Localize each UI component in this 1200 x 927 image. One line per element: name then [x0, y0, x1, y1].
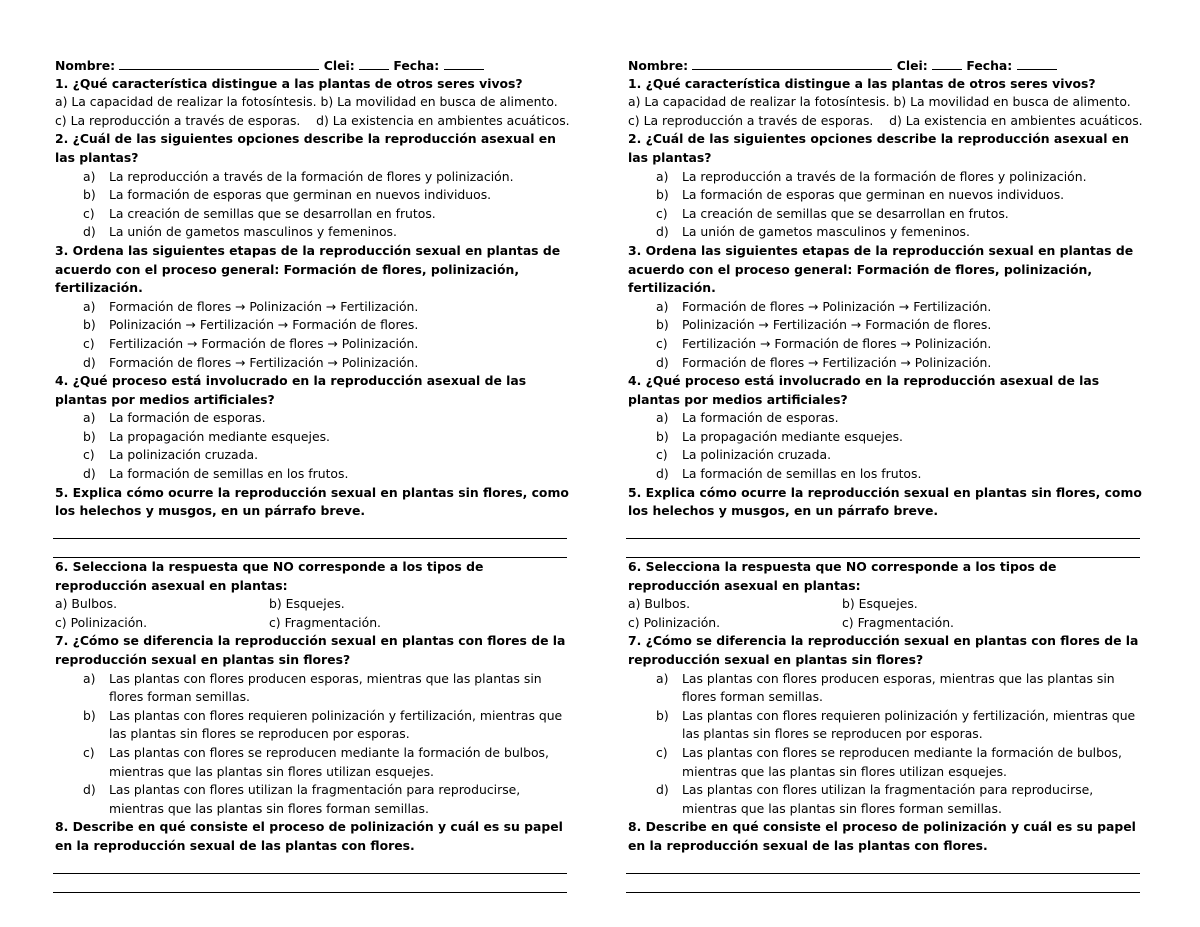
option-letter: d): [656, 782, 669, 798]
option-text: Las plantas con flores producen esporas, mientras que las plantas sin flores forman semillas.: [109, 670, 542, 705]
option-c: c) Polinización.: [628, 614, 721, 630]
option-letter: a): [83, 168, 96, 184]
question-4-option: [55, 465, 575, 484]
question-4-option: [55, 446, 575, 465]
question-6-options-row: [628, 595, 1148, 614]
option-letter: a): [656, 298, 669, 314]
option-c-second: c) Fragmentación.: [269, 614, 381, 630]
option-text: La formación de esporas.: [109, 410, 266, 426]
clei-label: Clei:: [896, 58, 928, 73]
option-letter: a): [656, 410, 669, 426]
option-letter: b): [83, 317, 96, 333]
option-text: La formación de esporas que germinan en nuevos individuos.: [109, 187, 492, 203]
option-text: Polinización → Fertilización → Formación de flores.: [109, 317, 419, 333]
option-letter: c): [656, 744, 668, 760]
option-text: Las plantas con flores requieren polinización y fertilización, mientras que las plantas sin flores se reproducen por esporas.: [109, 707, 563, 742]
option-text: La propagación mediante esquejes.: [109, 428, 330, 444]
option-text: Las plantas con flores utilizan la fragmentación para reproducirse, mientras que las plantas sin flores forman semillas.: [682, 782, 1094, 816]
question-7-option: [55, 670, 575, 707]
question-3-option: [55, 298, 575, 317]
question-4-option: [628, 428, 1148, 447]
option-text: La unión de gametos masculinos y femeninos.: [109, 224, 397, 240]
question-2-option: [628, 168, 1148, 187]
option-text: Formación de flores → Polinización → Fertilización.: [109, 298, 419, 314]
question-2-title: 2. ¿Cuál de las siguientes opciones describe la reproducción asexual en las plantas?: [628, 131, 1129, 165]
option-text: Polinización → Fertilización → Formación de flores.: [682, 317, 992, 333]
option-letter: c): [656, 335, 668, 351]
fecha-label: Fecha:: [393, 58, 440, 73]
question-7-option: [628, 781, 1148, 818]
nombre-field[interactable]: [119, 56, 319, 70]
question-8-title: 8. Describe en qué consiste el proceso de polinización y cuál es su papel en la reproducción sexual de las plantas con flores.: [55, 819, 563, 853]
question-2-option: [55, 186, 575, 205]
option-letter: b): [656, 187, 669, 203]
option-letter: c): [83, 205, 95, 221]
answer-line[interactable]: [53, 521, 567, 540]
question-4-option: [628, 465, 1148, 484]
question-6-options-row: [55, 595, 575, 614]
option-letter: c): [83, 744, 95, 760]
question-4-title: 4. ¿Qué proceso está involucrado en la reproducción asexual de las plantas por medios artificiales?: [55, 373, 527, 407]
option-letter: d): [83, 224, 96, 240]
question-1-options-line-2: c) La reproducción a través de esporas. d) La existencia en ambientes acuáticos.: [55, 112, 570, 128]
option-letter: b): [656, 707, 669, 723]
question-6-options-row: [628, 614, 1148, 633]
clei-field[interactable]: [932, 56, 962, 70]
question-7-option: [628, 670, 1148, 707]
question-4-option: [55, 409, 575, 428]
question-2-option: [55, 223, 575, 242]
option-letter: b): [83, 187, 96, 203]
option-letter: a): [656, 670, 669, 686]
option-text: La formación de esporas.: [682, 410, 839, 426]
question-7-option: [55, 781, 575, 818]
question-2-option: [628, 205, 1148, 224]
answer-line[interactable]: [53, 856, 567, 875]
question-8-title: 8. Describe en qué consiste el proceso de polinización y cuál es su papel en la reproducción sexual de las plantas con flores.: [628, 819, 1136, 853]
fecha-label: Fecha:: [966, 58, 1013, 73]
option-b: b) Esquejes.: [842, 596, 918, 612]
option-letter: b): [656, 317, 669, 333]
question-3-option: [55, 354, 575, 373]
question-4-title: 4. ¿Qué proceso está involucrado en la reproducción asexual de las plantas por medios artificiales?: [628, 373, 1100, 407]
worksheet-copy-right: [628, 56, 1148, 893]
option-letter: d): [656, 466, 669, 482]
nombre-label: Nombre:: [55, 58, 116, 73]
option-letter: d): [656, 224, 669, 240]
option-text: La formación de esporas que germinan en nuevos individuos.: [682, 187, 1065, 203]
question-6-options-row: [55, 614, 575, 633]
option-letter: a): [656, 168, 669, 184]
option-letter: c): [656, 447, 668, 463]
option-text: La formación de semillas en los frutos.: [109, 466, 349, 482]
option-text: Las plantas con flores requieren polinización y fertilización, mientras que las plantas sin flores se reproducen por esporas.: [682, 707, 1136, 742]
question-2-title: 2. ¿Cuál de las siguientes opciones describe la reproducción asexual en las plantas?: [55, 131, 556, 165]
option-c-second: c) Fragmentación.: [842, 614, 954, 630]
option-text: La polinización cruzada.: [109, 447, 259, 463]
option-letter: c): [656, 205, 668, 221]
option-text: La propagación mediante esquejes.: [682, 428, 903, 444]
question-2-option: [628, 186, 1148, 205]
option-letter: d): [83, 354, 96, 370]
clei-label: Clei:: [323, 58, 355, 73]
question-4-option: [628, 446, 1148, 465]
question-7-title: 7. ¿Cómo se diferencia la reproducción sexual en plantas con flores de la reproducción sexual en plantas sin flores?: [55, 633, 566, 667]
option-a: a) Bulbos.: [55, 596, 118, 612]
question-2-option: [55, 168, 575, 187]
student-header: [55, 56, 575, 75]
question-1-options-line-1: a) La capacidad de realizar la fotosíntesis. b) La movilidad en busca de alimento.: [55, 94, 558, 110]
option-letter: a): [83, 298, 96, 314]
option-letter: a): [83, 410, 96, 426]
question-5-title: 5. Explica cómo ocurre la reproducción sexual en plantas sin flores, como los helechos y musgos, en un párrafo breve.: [628, 484, 1142, 519]
option-text: La creación de semillas que se desarrollan en frutos.: [109, 205, 436, 221]
option-c: c) Polinización.: [55, 614, 148, 630]
answer-line[interactable]: [53, 874, 567, 893]
question-3-title: 3. Ordena las siguientes etapas de la reproducción sexual en plantas de acuerdo con el proceso general: Formación de flores, polinización, fertilización.: [628, 242, 1134, 296]
answer-line[interactable]: [626, 874, 1140, 893]
option-text: La formación de semillas en los frutos.: [682, 466, 922, 482]
option-text: Las plantas con flores utilizan la fragmentación para reproducirse, mientras que las plantas sin flores forman semillas.: [109, 782, 521, 816]
option-text: Formación de flores → Fertilización → Polinización.: [109, 354, 419, 370]
answer-line[interactable]: [626, 521, 1140, 540]
option-a: a) Bulbos.: [628, 596, 691, 612]
fecha-field[interactable]: [1017, 56, 1057, 70]
answer-line[interactable]: [626, 539, 1140, 558]
option-letter: b): [656, 428, 669, 444]
question-7-option: [628, 744, 1148, 781]
question-4-option: [55, 428, 575, 447]
question-1-options-line-1: a) La capacidad de realizar la fotosíntesis. b) La movilidad en busca de alimento.: [628, 94, 1131, 110]
nombre-label: Nombre:: [628, 58, 689, 73]
option-letter: d): [83, 466, 96, 482]
question-5-title: 5. Explica cómo ocurre la reproducción sexual en plantas sin flores, como los helechos y musgos, en un párrafo breve.: [55, 484, 569, 519]
worksheet-copy-left: [55, 56, 575, 893]
question-7-title: 7. ¿Cómo se diferencia la reproducción sexual en plantas con flores de la reproducción sexual en plantas sin flores?: [628, 633, 1139, 667]
question-6-title: 6. Selecciona la respuesta que NO corresponde a los tipos de reproducción asexual en plantas:: [628, 559, 1057, 593]
question-7-option: [55, 707, 575, 744]
option-b: b) Esquejes.: [269, 596, 345, 612]
option-text: La creación de semillas que se desarrollan en frutos.: [682, 205, 1009, 221]
answer-line[interactable]: [626, 856, 1140, 875]
nombre-field[interactable]: [692, 56, 892, 70]
question-4-option: [628, 409, 1148, 428]
question-1-title: 1. ¿Qué característica distingue a las plantas de otros seres vivos?: [55, 75, 523, 91]
question-6-title: 6. Selecciona la respuesta que NO corresponde a los tipos de reproducción asexual en plantas:: [55, 559, 484, 593]
option-text: Formación de flores → Fertilización → Polinización.: [682, 354, 992, 370]
option-text: Las plantas con flores producen esporas, mientras que las plantas sin flores forman semillas.: [682, 670, 1115, 705]
option-letter: d): [656, 354, 669, 370]
question-3-title: 3. Ordena las siguientes etapas de la reproducción sexual en plantas de acuerdo con el proceso general: Formación de flores, polinización, fertilización.: [55, 242, 561, 296]
student-header: [628, 56, 1148, 75]
answer-line[interactable]: [53, 539, 567, 558]
option-letter: d): [83, 782, 96, 798]
question-2-option: [55, 205, 575, 224]
question-1-options-line-2: c) La reproducción a través de esporas. d) La existencia en ambientes acuáticos.: [628, 112, 1143, 128]
option-letter: b): [83, 428, 96, 444]
option-letter: b): [83, 707, 96, 723]
option-text: Fertilización → Formación de flores → Polinización.: [682, 335, 992, 351]
option-letter: c): [83, 447, 95, 463]
clei-field[interactable]: [359, 56, 389, 70]
fecha-field[interactable]: [444, 56, 484, 70]
option-text: Formación de flores → Polinización → Fertilización.: [682, 298, 992, 314]
question-1-title: 1. ¿Qué característica distingue a las plantas de otros seres vivos?: [628, 75, 1096, 91]
option-text: La unión de gametos masculinos y femeninos.: [682, 224, 970, 240]
question-3-option: [628, 354, 1148, 373]
question-3-option: [55, 335, 575, 354]
question-7-option: [628, 707, 1148, 744]
question-3-option: [628, 335, 1148, 354]
option-text: Fertilización → Formación de flores → Polinización.: [109, 335, 419, 351]
question-3-option: [628, 298, 1148, 317]
option-text: Las plantas con flores se reproducen mediante la formación de bulbos, mientras que las plantas sin flores utilizan esquejes.: [109, 744, 549, 779]
question-2-option: [628, 223, 1148, 242]
question-3-option: [628, 316, 1148, 335]
option-text: Las plantas con flores se reproducen mediante la formación de bulbos, mientras que las plantas sin flores utilizan esquejes.: [682, 744, 1122, 779]
option-letter: c): [83, 335, 95, 351]
option-letter: a): [83, 670, 96, 686]
option-text: La reproducción a través de la formación de flores y polinización.: [109, 168, 514, 184]
option-text: La reproducción a través de la formación de flores y polinización.: [682, 168, 1087, 184]
question-3-option: [55, 316, 575, 335]
option-text: La polinización cruzada.: [682, 447, 832, 463]
question-7-option: [55, 744, 575, 781]
